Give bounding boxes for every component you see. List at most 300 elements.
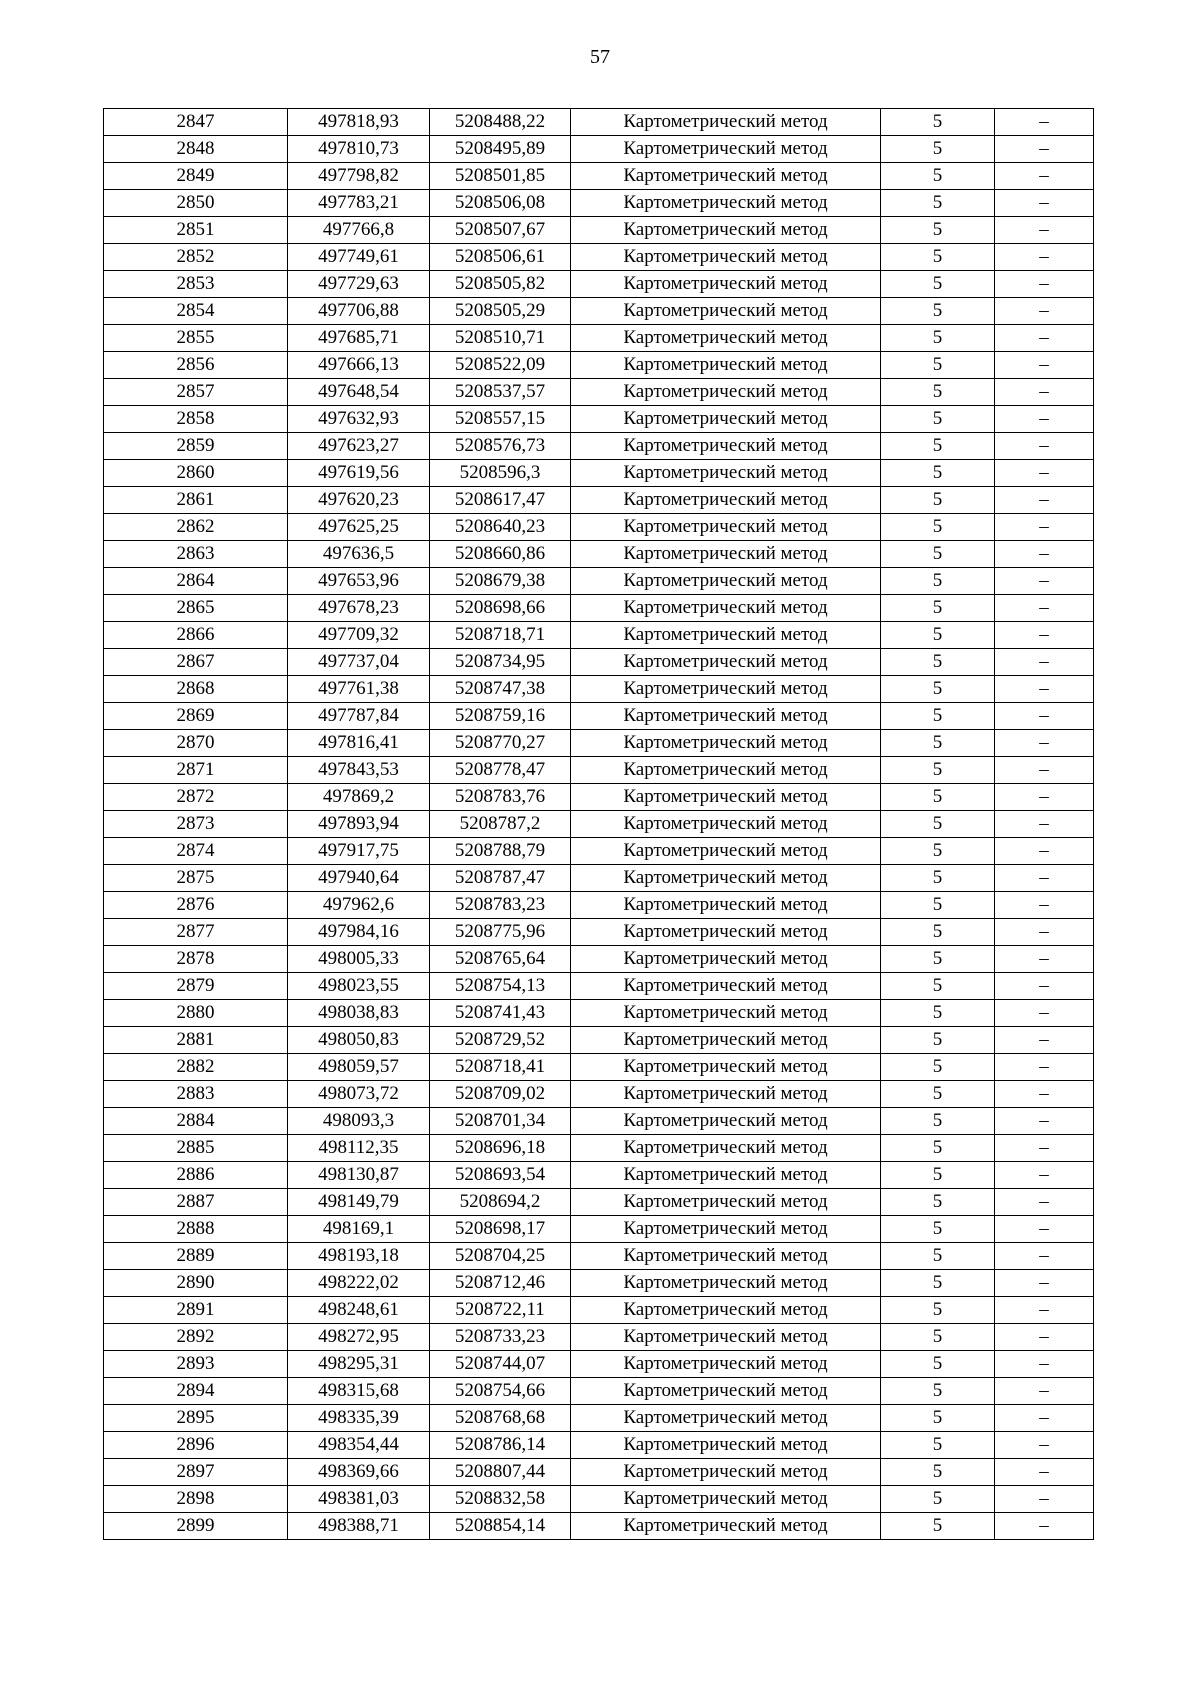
point-number-cell: 2856	[104, 352, 288, 379]
method-cell: Картометрический метод	[571, 757, 881, 784]
method-cell: Картометрический метод	[571, 406, 881, 433]
point-number-cell: 2888	[104, 1216, 288, 1243]
method-cell: Картометрический метод	[571, 217, 881, 244]
y-coordinate-cell: 5208741,43	[430, 1000, 571, 1027]
note-cell: –	[995, 1270, 1094, 1297]
x-coordinate-cell: 497810,73	[288, 136, 430, 163]
y-coordinate-cell: 5208770,27	[430, 730, 571, 757]
table-row	[104, 973, 1094, 1000]
method-cell: Картометрический метод	[571, 1027, 881, 1054]
table-row	[104, 568, 1094, 595]
note-cell: –	[995, 379, 1094, 406]
accuracy-cell: 5	[881, 352, 995, 379]
table-row	[104, 1108, 1094, 1135]
table-row	[104, 703, 1094, 730]
x-coordinate-cell: 498222,02	[288, 1270, 430, 1297]
y-coordinate-cell: 5208747,38	[430, 676, 571, 703]
method-cell: Картометрический метод	[571, 784, 881, 811]
method-cell: Картометрический метод	[571, 622, 881, 649]
accuracy-cell: 5	[881, 379, 995, 406]
accuracy-cell: 5	[881, 1081, 995, 1108]
accuracy-cell: 5	[881, 1405, 995, 1432]
point-number-cell: 2852	[104, 244, 288, 271]
table-row	[104, 1351, 1094, 1378]
point-number-cell: 2855	[104, 325, 288, 352]
accuracy-cell: 5	[881, 919, 995, 946]
table-row	[104, 487, 1094, 514]
y-coordinate-cell: 5208704,25	[430, 1243, 571, 1270]
point-number-cell: 2889	[104, 1243, 288, 1270]
y-coordinate-cell: 5208807,44	[430, 1459, 571, 1486]
note-cell: –	[995, 1459, 1094, 1486]
x-coordinate-cell: 497818,93	[288, 109, 430, 136]
x-coordinate-cell: 498149,79	[288, 1189, 430, 1216]
y-coordinate-cell: 5208537,57	[430, 379, 571, 406]
x-coordinate-cell: 498354,44	[288, 1432, 430, 1459]
accuracy-cell: 5	[881, 1270, 995, 1297]
point-number-cell: 2896	[104, 1432, 288, 1459]
table-row	[104, 271, 1094, 298]
accuracy-cell: 5	[881, 1486, 995, 1513]
table-row	[104, 622, 1094, 649]
note-cell: –	[995, 784, 1094, 811]
x-coordinate-cell: 497632,93	[288, 406, 430, 433]
method-cell: Картометрический метод	[571, 730, 881, 757]
point-number-cell: 2881	[104, 1027, 288, 1054]
method-cell: Картометрический метод	[571, 811, 881, 838]
x-coordinate-cell: 497685,71	[288, 325, 430, 352]
accuracy-cell: 5	[881, 703, 995, 730]
accuracy-cell: 5	[881, 406, 995, 433]
accuracy-cell: 5	[881, 1243, 995, 1270]
y-coordinate-cell: 5208698,17	[430, 1216, 571, 1243]
method-cell: Картометрический метод	[571, 865, 881, 892]
point-number-cell: 2848	[104, 136, 288, 163]
x-coordinate-cell: 498005,33	[288, 946, 430, 973]
coordinates-table	[103, 108, 1094, 1540]
method-cell: Картометрический метод	[571, 1432, 881, 1459]
table-row	[104, 1027, 1094, 1054]
y-coordinate-cell: 5208495,89	[430, 136, 571, 163]
y-coordinate-cell: 5208679,38	[430, 568, 571, 595]
note-cell: –	[995, 892, 1094, 919]
table-row	[104, 1513, 1094, 1540]
accuracy-cell: 5	[881, 217, 995, 244]
accuracy-cell: 5	[881, 271, 995, 298]
point-number-cell: 2857	[104, 379, 288, 406]
note-cell: –	[995, 973, 1094, 1000]
y-coordinate-cell: 5208522,09	[430, 352, 571, 379]
note-cell: –	[995, 1378, 1094, 1405]
x-coordinate-cell: 498193,18	[288, 1243, 430, 1270]
y-coordinate-cell: 5208768,68	[430, 1405, 571, 1432]
table-row	[104, 109, 1094, 136]
point-number-cell: 2875	[104, 865, 288, 892]
note-cell: –	[995, 568, 1094, 595]
point-number-cell: 2862	[104, 514, 288, 541]
accuracy-cell: 5	[881, 622, 995, 649]
y-coordinate-cell: 5208617,47	[430, 487, 571, 514]
table-row	[104, 298, 1094, 325]
y-coordinate-cell: 5208783,23	[430, 892, 571, 919]
y-coordinate-cell: 5208701,34	[430, 1108, 571, 1135]
method-cell: Картометрический метод	[571, 1378, 881, 1405]
x-coordinate-cell: 497893,94	[288, 811, 430, 838]
note-cell: –	[995, 1054, 1094, 1081]
method-cell: Картометрический метод	[571, 919, 881, 946]
table-row	[104, 649, 1094, 676]
accuracy-cell: 5	[881, 649, 995, 676]
method-cell: Картометрический метод	[571, 433, 881, 460]
y-coordinate-cell: 5208501,85	[430, 163, 571, 190]
table-row	[104, 352, 1094, 379]
accuracy-cell: 5	[881, 1135, 995, 1162]
x-coordinate-cell: 497798,82	[288, 163, 430, 190]
note-cell: –	[995, 1486, 1094, 1513]
note-cell: –	[995, 325, 1094, 352]
x-coordinate-cell: 498059,57	[288, 1054, 430, 1081]
x-coordinate-cell: 497761,38	[288, 676, 430, 703]
method-cell: Картометрический метод	[571, 271, 881, 298]
point-number-cell: 2863	[104, 541, 288, 568]
y-coordinate-cell: 5208596,3	[430, 460, 571, 487]
accuracy-cell: 5	[881, 1324, 995, 1351]
x-coordinate-cell: 498050,83	[288, 1027, 430, 1054]
method-cell: Картометрический метод	[571, 379, 881, 406]
y-coordinate-cell: 5208694,2	[430, 1189, 571, 1216]
accuracy-cell: 5	[881, 811, 995, 838]
point-number-cell: 2871	[104, 757, 288, 784]
x-coordinate-cell: 498073,72	[288, 1081, 430, 1108]
method-cell: Картометрический метод	[571, 136, 881, 163]
note-cell: –	[995, 1000, 1094, 1027]
x-coordinate-cell: 497709,32	[288, 622, 430, 649]
method-cell: Картометрический метод	[571, 1108, 881, 1135]
accuracy-cell: 5	[881, 730, 995, 757]
x-coordinate-cell: 497783,21	[288, 190, 430, 217]
y-coordinate-cell: 5208722,11	[430, 1297, 571, 1324]
y-coordinate-cell: 5208759,16	[430, 703, 571, 730]
note-cell: –	[995, 1216, 1094, 1243]
table-row	[104, 514, 1094, 541]
note-cell: –	[995, 352, 1094, 379]
accuracy-cell: 5	[881, 163, 995, 190]
point-number-cell: 2878	[104, 946, 288, 973]
method-cell: Картометрический метод	[571, 487, 881, 514]
x-coordinate-cell: 498315,68	[288, 1378, 430, 1405]
table-row	[104, 1135, 1094, 1162]
x-coordinate-cell: 498295,31	[288, 1351, 430, 1378]
accuracy-cell: 5	[881, 244, 995, 271]
accuracy-cell: 5	[881, 487, 995, 514]
note-cell: –	[995, 1297, 1094, 1324]
y-coordinate-cell: 5208775,96	[430, 919, 571, 946]
accuracy-cell: 5	[881, 1513, 995, 1540]
x-coordinate-cell: 497766,8	[288, 217, 430, 244]
accuracy-cell: 5	[881, 865, 995, 892]
method-cell: Картометрический метод	[571, 514, 881, 541]
note-cell: –	[995, 757, 1094, 784]
table-row	[104, 757, 1094, 784]
method-cell: Картометрический метод	[571, 676, 881, 703]
x-coordinate-cell: 498272,95	[288, 1324, 430, 1351]
y-coordinate-cell: 5208754,66	[430, 1378, 571, 1405]
table-row	[104, 730, 1094, 757]
method-cell: Картометрический метод	[571, 1216, 881, 1243]
table-row	[104, 1189, 1094, 1216]
accuracy-cell: 5	[881, 1108, 995, 1135]
point-number-cell: 2873	[104, 811, 288, 838]
table-row	[104, 595, 1094, 622]
x-coordinate-cell: 497940,64	[288, 865, 430, 892]
note-cell: –	[995, 271, 1094, 298]
method-cell: Картометрический метод	[571, 1162, 881, 1189]
method-cell: Картометрический метод	[571, 298, 881, 325]
x-coordinate-cell: 497787,84	[288, 703, 430, 730]
note-cell: –	[995, 460, 1094, 487]
y-coordinate-cell: 5208506,61	[430, 244, 571, 271]
table-row	[104, 541, 1094, 568]
table-row	[104, 1297, 1094, 1324]
table-row	[104, 1432, 1094, 1459]
note-cell: –	[995, 649, 1094, 676]
table-row	[104, 460, 1094, 487]
table-row	[104, 1459, 1094, 1486]
point-number-cell: 2894	[104, 1378, 288, 1405]
point-number-cell: 2876	[104, 892, 288, 919]
note-cell: –	[995, 1162, 1094, 1189]
method-cell: Картометрический метод	[571, 352, 881, 379]
x-coordinate-cell: 497843,53	[288, 757, 430, 784]
y-coordinate-cell: 5208660,86	[430, 541, 571, 568]
table-row	[104, 1378, 1094, 1405]
accuracy-cell: 5	[881, 433, 995, 460]
table-row	[104, 1243, 1094, 1270]
x-coordinate-cell: 497678,23	[288, 595, 430, 622]
table-row	[104, 811, 1094, 838]
y-coordinate-cell: 5208557,15	[430, 406, 571, 433]
point-number-cell: 2867	[104, 649, 288, 676]
note-cell: –	[995, 406, 1094, 433]
note-cell: –	[995, 1324, 1094, 1351]
accuracy-cell: 5	[881, 190, 995, 217]
y-coordinate-cell: 5208510,71	[430, 325, 571, 352]
method-cell: Картометрический метод	[571, 1270, 881, 1297]
y-coordinate-cell: 5208832,58	[430, 1486, 571, 1513]
y-coordinate-cell: 5208712,46	[430, 1270, 571, 1297]
note-cell: –	[995, 1027, 1094, 1054]
x-coordinate-cell: 497636,5	[288, 541, 430, 568]
table-row	[104, 379, 1094, 406]
method-cell: Картометрический метод	[571, 1351, 881, 1378]
point-number-cell: 2851	[104, 217, 288, 244]
method-cell: Картометрический метод	[571, 1081, 881, 1108]
method-cell: Картометрический метод	[571, 568, 881, 595]
accuracy-cell: 5	[881, 541, 995, 568]
accuracy-cell: 5	[881, 1162, 995, 1189]
y-coordinate-cell: 5208718,41	[430, 1054, 571, 1081]
accuracy-cell: 5	[881, 514, 995, 541]
table-row	[104, 1000, 1094, 1027]
point-number-cell: 2883	[104, 1081, 288, 1108]
table-row	[104, 325, 1094, 352]
x-coordinate-cell: 497706,88	[288, 298, 430, 325]
y-coordinate-cell: 5208787,2	[430, 811, 571, 838]
table-row	[104, 217, 1094, 244]
note-cell: –	[995, 541, 1094, 568]
y-coordinate-cell: 5208778,47	[430, 757, 571, 784]
accuracy-cell: 5	[881, 676, 995, 703]
note-cell: –	[995, 1432, 1094, 1459]
point-number-cell: 2880	[104, 1000, 288, 1027]
point-number-cell: 2847	[104, 109, 288, 136]
point-number-cell: 2882	[104, 1054, 288, 1081]
note-cell: –	[995, 487, 1094, 514]
note-cell: –	[995, 1081, 1094, 1108]
accuracy-cell: 5	[881, 1378, 995, 1405]
y-coordinate-cell: 5208754,13	[430, 973, 571, 1000]
point-number-cell: 2859	[104, 433, 288, 460]
table-row	[104, 676, 1094, 703]
x-coordinate-cell: 498038,83	[288, 1000, 430, 1027]
method-cell: Картометрический метод	[571, 703, 881, 730]
note-cell: –	[995, 190, 1094, 217]
accuracy-cell: 5	[881, 1351, 995, 1378]
point-number-cell: 2872	[104, 784, 288, 811]
method-cell: Картометрический метод	[571, 1243, 881, 1270]
y-coordinate-cell: 5208765,64	[430, 946, 571, 973]
note-cell: –	[995, 919, 1094, 946]
note-cell: –	[995, 811, 1094, 838]
table-row	[104, 1054, 1094, 1081]
method-cell: Картометрический метод	[571, 1513, 881, 1540]
y-coordinate-cell: 5208506,08	[430, 190, 571, 217]
method-cell: Картометрический метод	[571, 325, 881, 352]
table-row	[104, 244, 1094, 271]
point-number-cell: 2885	[104, 1135, 288, 1162]
point-number-cell: 2897	[104, 1459, 288, 1486]
note-cell: –	[995, 1513, 1094, 1540]
accuracy-cell: 5	[881, 892, 995, 919]
table-row	[104, 946, 1094, 973]
accuracy-cell: 5	[881, 946, 995, 973]
method-cell: Картометрический метод	[571, 946, 881, 973]
table-row	[104, 1486, 1094, 1513]
x-coordinate-cell: 497623,27	[288, 433, 430, 460]
x-coordinate-cell: 498112,35	[288, 1135, 430, 1162]
x-coordinate-cell: 497917,75	[288, 838, 430, 865]
table-row	[104, 784, 1094, 811]
method-cell: Картометрический метод	[571, 649, 881, 676]
note-cell: –	[995, 217, 1094, 244]
note-cell: –	[995, 838, 1094, 865]
x-coordinate-cell: 497619,56	[288, 460, 430, 487]
point-number-cell: 2893	[104, 1351, 288, 1378]
table-row	[104, 1162, 1094, 1189]
table-row	[104, 919, 1094, 946]
y-coordinate-cell: 5208693,54	[430, 1162, 571, 1189]
table-row	[104, 1270, 1094, 1297]
accuracy-cell: 5	[881, 325, 995, 352]
table-row	[104, 190, 1094, 217]
method-cell: Картометрический метод	[571, 1135, 881, 1162]
table-row	[104, 892, 1094, 919]
coordinates-table-body	[104, 109, 1094, 1540]
point-number-cell: 2861	[104, 487, 288, 514]
method-cell: Картометрический метод	[571, 1486, 881, 1513]
method-cell: Картометрический метод	[571, 1189, 881, 1216]
note-cell: –	[995, 703, 1094, 730]
method-cell: Картометрический метод	[571, 1297, 881, 1324]
x-coordinate-cell: 498248,61	[288, 1297, 430, 1324]
accuracy-cell: 5	[881, 1432, 995, 1459]
table-row	[104, 433, 1094, 460]
point-number-cell: 2887	[104, 1189, 288, 1216]
x-coordinate-cell: 498023,55	[288, 973, 430, 1000]
point-number-cell: 2866	[104, 622, 288, 649]
note-cell: –	[995, 244, 1094, 271]
point-number-cell: 2899	[104, 1513, 288, 1540]
method-cell: Картометрический метод	[571, 190, 881, 217]
point-number-cell: 2870	[104, 730, 288, 757]
x-coordinate-cell: 498130,87	[288, 1162, 430, 1189]
table-row	[104, 1324, 1094, 1351]
note-cell: –	[995, 1351, 1094, 1378]
table-row	[104, 1405, 1094, 1432]
note-cell: –	[995, 676, 1094, 703]
y-coordinate-cell: 5208696,18	[430, 1135, 571, 1162]
y-coordinate-cell: 5208854,14	[430, 1513, 571, 1540]
note-cell: –	[995, 1108, 1094, 1135]
method-cell: Картометрический метод	[571, 460, 881, 487]
y-coordinate-cell: 5208576,73	[430, 433, 571, 460]
x-coordinate-cell: 497984,16	[288, 919, 430, 946]
table-row	[104, 1081, 1094, 1108]
x-coordinate-cell: 497869,2	[288, 784, 430, 811]
method-cell: Картометрический метод	[571, 838, 881, 865]
method-cell: Картометрический метод	[571, 1054, 881, 1081]
accuracy-cell: 5	[881, 568, 995, 595]
y-coordinate-cell: 5208698,66	[430, 595, 571, 622]
note-cell: –	[995, 163, 1094, 190]
point-number-cell: 2892	[104, 1324, 288, 1351]
y-coordinate-cell: 5208507,67	[430, 217, 571, 244]
note-cell: –	[995, 136, 1094, 163]
table-row	[104, 1216, 1094, 1243]
note-cell: –	[995, 595, 1094, 622]
point-number-cell: 2854	[104, 298, 288, 325]
method-cell: Картометрический метод	[571, 244, 881, 271]
point-number-cell: 2890	[104, 1270, 288, 1297]
note-cell: –	[995, 433, 1094, 460]
y-coordinate-cell: 5208786,14	[430, 1432, 571, 1459]
note-cell: –	[995, 1189, 1094, 1216]
x-coordinate-cell: 497737,04	[288, 649, 430, 676]
page-number: 57	[590, 46, 610, 68]
method-cell: Картометрический метод	[571, 595, 881, 622]
note-cell: –	[995, 622, 1094, 649]
accuracy-cell: 5	[881, 460, 995, 487]
x-coordinate-cell: 498169,1	[288, 1216, 430, 1243]
point-number-cell: 2864	[104, 568, 288, 595]
y-coordinate-cell: 5208718,71	[430, 622, 571, 649]
x-coordinate-cell: 497625,25	[288, 514, 430, 541]
point-number-cell: 2879	[104, 973, 288, 1000]
x-coordinate-cell: 497620,23	[288, 487, 430, 514]
point-number-cell: 2858	[104, 406, 288, 433]
y-coordinate-cell: 5208744,07	[430, 1351, 571, 1378]
y-coordinate-cell: 5208709,02	[430, 1081, 571, 1108]
